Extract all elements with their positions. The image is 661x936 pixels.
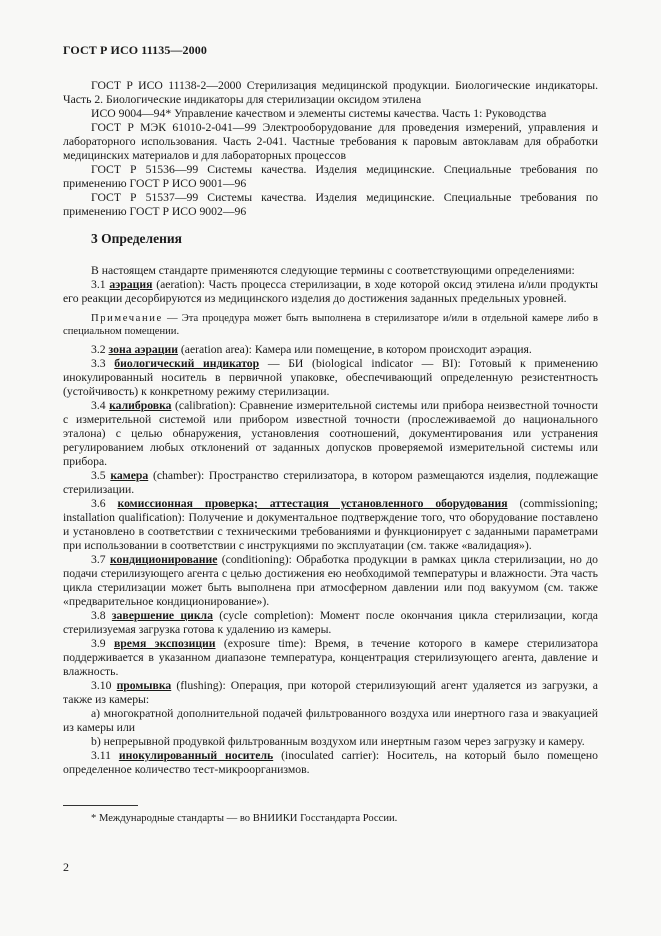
definition-3-11: 3.11 инокулированный носитель (inoculated carrier): Носитель, на который было помещено определенное количество тест-микроорганизмов.	[63, 749, 599, 776]
definition-3-7: 3.7 кондиционирование (conditioning): Обработка продукции в рамках цикла стерилизации, но до подачи стерилизующего агента с целью достижения ею необходимой температуры и влажности. Эта часть цикла стерилизации может быть выполнена при атмосферном давлении или под вакуумом (см. также «предварительное кондиционирование»).	[63, 553, 598, 608]
section-intro: В настоящем стандарте применяются следующие термины с соответствующими определениями:	[91, 264, 575, 277]
definition-3-9: 3.9 время экспозиции (exposure time): Время, в течение которого в камере стерилизатора поддерживается в указанном диапазоне температура, концентрация стерилизующего агента, давление и влажность.	[63, 637, 599, 678]
footnote-divider	[63, 805, 138, 806]
term: время экспозиции	[113, 637, 216, 650]
term: промывка	[116, 679, 172, 692]
definition-3-4: 3.4 калибровка (calibration): Сравнение измерительной системы или прибора неизвестной точности с измерительной системой или прибором известной точности (прослеживаемой до национального эталона) с целью обнаружения, установления соотношений, документирования или устранения регулированием любых отклонений от заданных допусков проверяемой измерительной системы или прибора.	[63, 399, 598, 468]
references-list	[63, 79, 598, 219]
definition-3-1: 3.1 аэрация (aeration): Часть процесса стерилизации, в ходе которой оксид этилена и/или продукты его реакции десорбируются из медицинского изделия до достижения заданных предельных уровней.	[63, 278, 598, 305]
note: Примечание — Эта процедура может быть выполнена в стерилизаторе и/или в отдельной камере либо в специальном помещении.	[63, 313, 598, 337]
reference-item: ГОСТ Р МЭК 61010-2-041—99 Электрооборудование для проведения измерений, управления и лабораторного использования. Часть 2-041. Частные требования к паровым автоклавам для обработки медицинских материалов и для лабораторных процессов	[63, 121, 598, 162]
term: комиссионная проверка; аттестация установленного оборудования	[117, 497, 508, 510]
term: инокулированный носитель	[118, 749, 274, 762]
reference-item: ГОСТ Р 51536—99 Системы качества. Изделия медицинские. Специальные требования по применению ГОСТ Р ИСО 9001—96	[63, 163, 598, 190]
term: кондиционирование	[109, 553, 218, 566]
footnote: * Международные стандарты — во ВНИИКИ Госстандарта России.	[91, 813, 398, 824]
definition-3-6: 3.6 комиссионная проверка; аттестация установленного оборудования (commissioning; installation qualification): Получение и документальное подтверждение того, что оборудование поставлено и установлено в соответствии с техническими требованиями и функционирует с заданными параметрами при использовании в соответствии с инструкциями по эксплуатации (см. также «валидация»).	[63, 497, 599, 552]
section-title: 3 Определения	[91, 231, 182, 246]
definition-3-3: 3.3 биологический индикатор — БИ (biological indicator — BI): Готовый к применению инокулированный носитель в первичной упаковке, обеспечивающий определенную резистентность (устойчивость) к конкретному режиму стерилизации.	[63, 357, 598, 398]
page-number: 2	[63, 860, 69, 874]
definition-3-10-b: b) непрерывной продувкой фильтрованным воздухом или инертным газом через загрузку и камеру.	[91, 735, 585, 748]
definition-3-8: 3.8 завершение цикла (cycle completion): Момент после окончания цикла стерилизации, когда стерилизуемая загрузка готова к удалению из камеры.	[63, 609, 598, 636]
definition-3-10-a: а) многократной дополнительной подачей фильтрованного воздуха или инертного газа и эвакуацией из камеры или	[63, 707, 598, 734]
page-header: ГОСТ Р ИСО 11135—2000	[63, 43, 207, 57]
definition-3-2: 3.2 зона аэрации (aeration area): Камера или помещение, в котором происходит аэрация.	[91, 343, 532, 356]
term: зона аэрации	[108, 343, 178, 356]
definition-3-5: 3.5 камера (chamber): Пространство стерилизатора, в котором размещаются изделия, подлежащие стерилизации.	[63, 469, 599, 496]
definitions-block	[63, 264, 598, 777]
term: калибровка	[109, 399, 172, 412]
term: аэрация	[109, 278, 153, 291]
reference-item: ГОСТ Р 51537—99 Системы качества. Изделия медицинские. Специальные требования по применению ГОСТ Р ИСО 9002—96	[63, 191, 598, 218]
reference-item: ИСО 9004—94* Управление качеством и элементы системы качества. Часть 1: Руководства	[91, 107, 547, 120]
definition-3-10: 3.10 промывка (flushing): Операция, при которой стерилизующий агент удаляется из загрузки, а также из камеры:	[63, 679, 598, 706]
term: завершение цикла	[111, 609, 213, 622]
reference-item: ГОСТ Р ИСО 11138-2—2000 Стерилизация медицинской продукции. Биологические индикаторы. Часть 2. Биологические индикаторы для стерилизации оксидом этилена	[63, 79, 598, 106]
term: биологический индикатор	[114, 357, 260, 370]
note-label: Примечание	[91, 313, 163, 324]
term: камера	[110, 469, 149, 482]
